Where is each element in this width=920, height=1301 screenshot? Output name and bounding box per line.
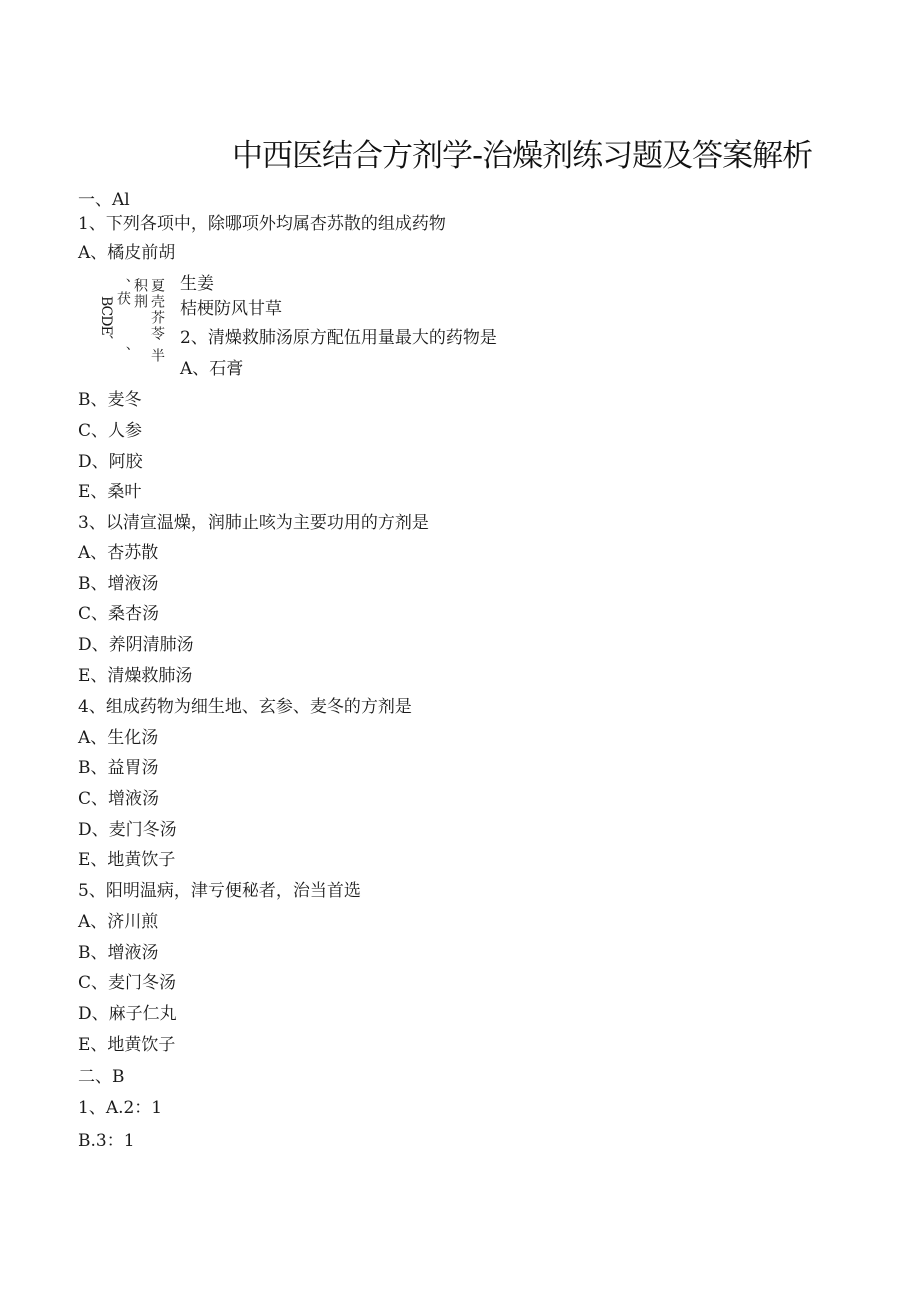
garbled-col-9: 苓	[149, 326, 165, 339]
question-4-option-a: A、生化汤	[78, 728, 159, 748]
question-2-option-e: E、桑叶	[78, 482, 142, 502]
question-2-option-c: C、人参	[78, 421, 143, 441]
garbled-col-7: 壳	[149, 294, 165, 307]
section-heading-a1: 一、Al	[78, 190, 130, 210]
question-2-option-d: D、阿胶	[78, 452, 143, 472]
garbled-col-4: 积	[132, 278, 148, 291]
question-4-option-d: D、麦门冬汤	[78, 820, 177, 840]
question-1-ginger: 生姜	[180, 274, 214, 294]
b-question-1-option-b: B.3：1	[78, 1131, 135, 1151]
garbled-col-6: 夏	[149, 278, 165, 291]
question-3-option-a: A、杏苏散	[78, 543, 159, 563]
question-4-option-c: C、增液汤	[78, 789, 160, 809]
b-question-1-stem: 1、A.2：1	[78, 1098, 163, 1118]
question-1-stem: 1、下列各项中，除哪项外均属杏苏散的组成药物	[78, 214, 446, 234]
question-3-option-d: D、养阴清肺汤	[78, 635, 194, 655]
garbled-col-5: 荆	[132, 294, 148, 307]
question-3-option-c: C、桑杏汤	[78, 604, 160, 624]
question-1-option-a: A、橘皮前胡	[78, 243, 176, 263]
garbled-col-8: 芥	[149, 310, 165, 323]
question-5-option-e: E、地黄饮子	[78, 1035, 176, 1055]
garbled-col-2: BCDE、	[98, 296, 114, 348]
question-5-stem: 5、阳明温病，津亏便秘者，治当首选	[78, 881, 361, 901]
question-2-option-a: A、石膏	[180, 359, 244, 379]
page-title: 中西医结合方剂学-治燥剂练习题及答案解析	[232, 138, 813, 174]
garbled-col-10: 半	[149, 348, 165, 361]
question-5-option-b: B、增液汤	[78, 943, 159, 963]
question-2-option-b: B、麦冬	[78, 390, 142, 410]
question-4-stem: 4、组成药物为细生地、玄参、麦冬的方剂是	[78, 697, 412, 717]
question-2-stem: 2、清燥救肺汤原方配伍用量最大的药物是	[180, 328, 497, 348]
question-3-stem: 3、以清宣温燥，润肺止咳为主要功用的方剂是	[78, 513, 429, 533]
question-3-option-b: B、增液汤	[78, 574, 159, 594]
question-5-option-c: C、麦门冬汤	[78, 973, 177, 993]
question-1-herbs: 桔梗防风甘草	[180, 299, 282, 319]
question-5-option-d: D、麻子仁丸	[78, 1004, 177, 1024]
question-4-option-e: E、地黄饮子	[78, 850, 176, 870]
section-heading-b: 二、B	[78, 1067, 125, 1087]
garbled-col-3: 、	[115, 346, 131, 359]
question-4-option-b: B、益胃汤	[78, 758, 159, 778]
garbled-col-1: 、茯	[115, 278, 131, 304]
question-3-option-e: E、清燥救肺汤	[78, 666, 193, 686]
question-5-option-a: A、济川煎	[78, 912, 159, 932]
